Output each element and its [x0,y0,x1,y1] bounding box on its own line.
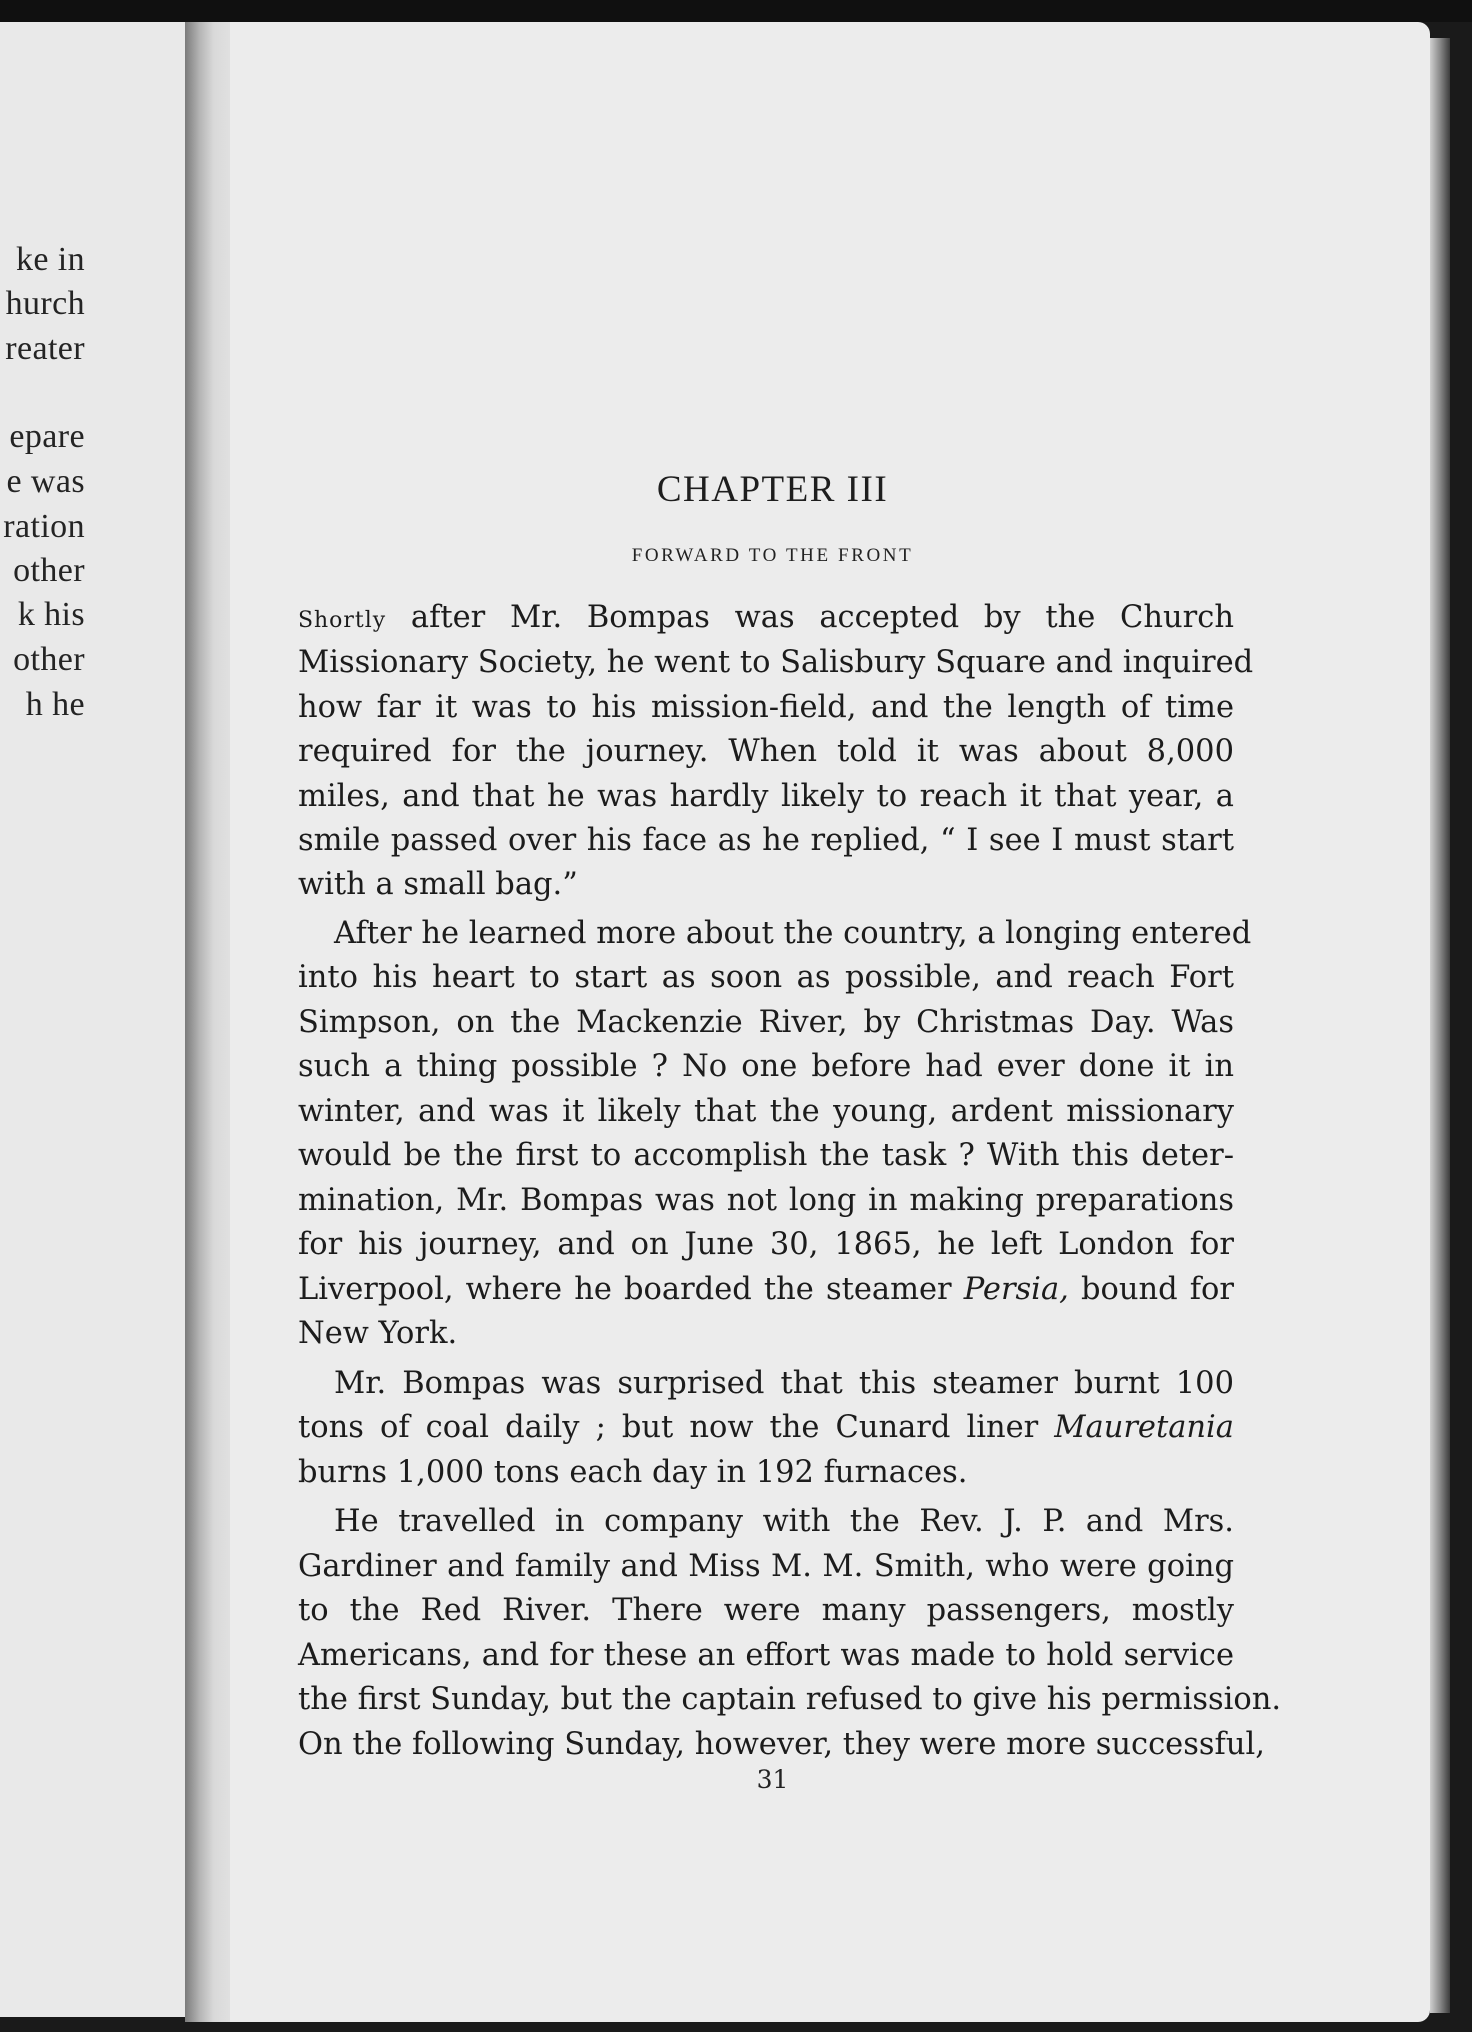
body-line: He travelled in company with the Rev. J. P. and Mrs. [334,1504,1234,1539]
chapter-title: CHAPTER III [656,469,889,510]
body-line: miles, and that he was hardly likely to reach it that year, a [298,779,1234,814]
chapter-subtitle: FORWARD TO THE FRONT [631,545,914,566]
body-line: After he learned more about the country, a longing entered [334,916,1252,951]
page-number: 31 [756,1765,789,1794]
left-page-line: ke in [15,241,85,278]
body-line: with a small bag.” [298,867,578,902]
left-page-line: epare [9,418,85,455]
left-page-line: reater [5,330,85,367]
body-line: Mr. Bompas was surprised that this steamer burnt 100 [334,1366,1234,1401]
left-page-line: ration [3,508,85,545]
body-line: Americans, and for these an effort was made to hold service [298,1638,1234,1673]
body-line: the first Sunday, but the captain refused to give his permission. [298,1682,1282,1717]
book-gutter [185,22,233,2022]
left-page-line: hurch [5,285,85,322]
left-page-line: h he [25,686,85,723]
page-edge [1430,38,1450,2013]
body-line: On the following Sunday, however, they were more successful, [298,1727,1265,1762]
left-page-line: k his [17,596,85,633]
body-line: Gardiner and family and Miss M. M. Smith, who were going [298,1549,1234,1584]
body-line: Missionary Society, he went to Salisbury Square and inquired [298,645,1254,680]
body-line: for his journey, and on June 30, 1865, he left London for [298,1227,1234,1262]
body-line: into his heart to start as soon as possible, and reach Fort [298,960,1234,995]
drop-word: Shortly [298,608,387,633]
body-line: how far it was to his mission-field, and the length of time [298,690,1234,725]
body-line: Simpson, on the Mackenzie River, by Christmas Day. Was [298,1005,1234,1040]
body-line: burns 1,000 tons each day in 192 furnaces. [298,1455,968,1490]
body-line: would be the first to accomplish the task ? With this deter- [298,1138,1234,1173]
body-line: required for the journey. When told it was about 8,000 [298,734,1234,769]
left-page-line: other [13,641,85,678]
body-line: Liverpool, where he boarded the steamer Persia, bound for [298,1272,1234,1307]
left-page-line: other [13,552,85,589]
left-page-fragment [0,22,185,2017]
body-line: mination, Mr. Bompas was not long in making preparations [298,1183,1234,1218]
body-line: winter, and was it likely that the young, ardent missionary [298,1094,1234,1129]
body-line: tons of coal daily ; but now the Cunard liner Mauretania [298,1410,1234,1445]
left-page-line: e was [6,463,85,500]
body-line: Shortly after Mr. Bompas was accepted by the Church [298,600,1234,635]
body-line: New York. [298,1316,458,1351]
body-line: such a thing possible ? No one before had ever done it in [298,1049,1234,1084]
body-line: smile passed over his face as he replied, “ I see I must start [298,823,1234,858]
scan-top-border [0,0,1472,22]
body-line: to the Red River. There were many passengers, mostly [298,1593,1234,1628]
